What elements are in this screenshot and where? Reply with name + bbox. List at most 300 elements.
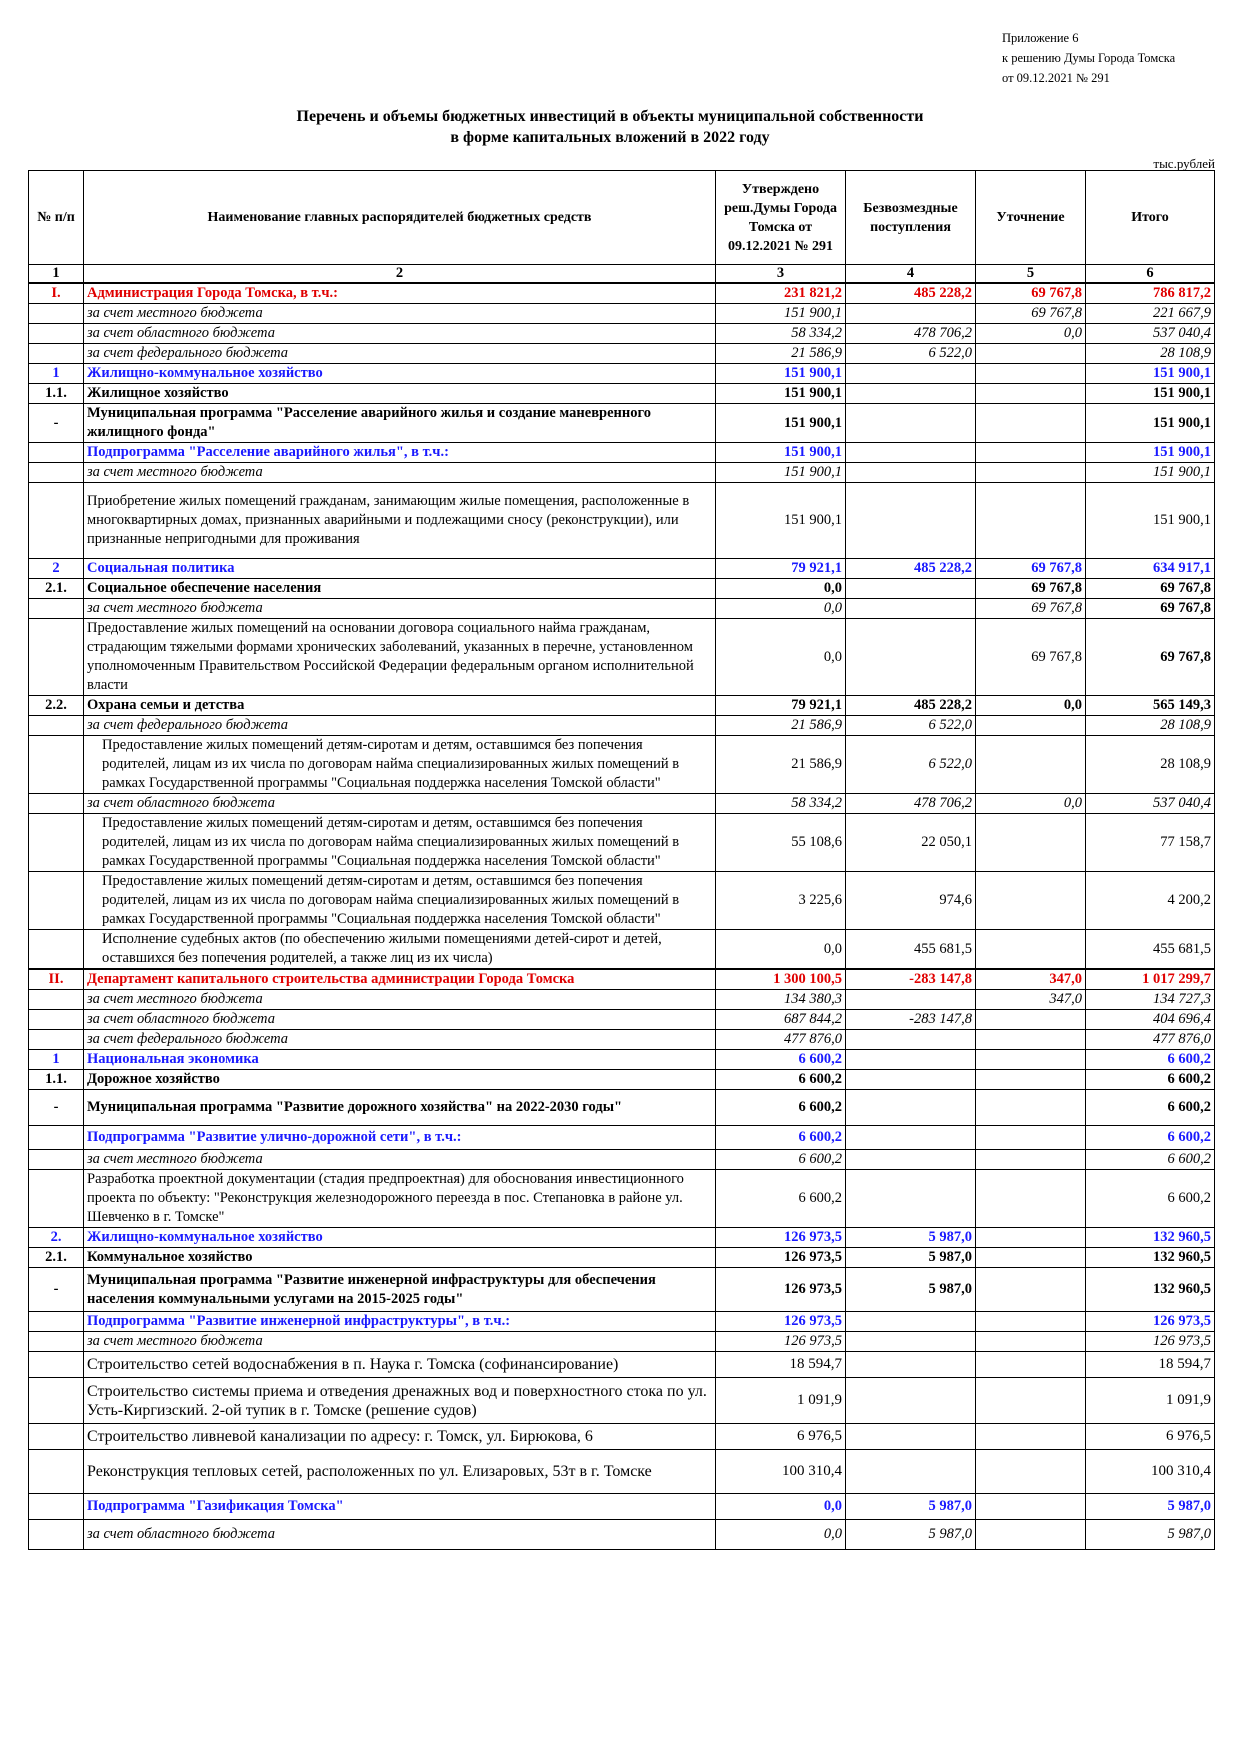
grants-value (846, 1070, 976, 1090)
grants-value (846, 1352, 976, 1378)
approved-value: 6 600,2 (716, 1150, 846, 1170)
row-number (29, 483, 84, 559)
table-row (29, 1424, 1215, 1450)
row-name: за счет федерального бюджета (84, 344, 716, 364)
grants-value (846, 304, 976, 324)
table-row (29, 1170, 1215, 1228)
row-number: - (29, 1268, 84, 1312)
total-value: 134 727,3 (1086, 990, 1215, 1010)
grants-value: -283 147,8 (846, 969, 976, 990)
total-value: 151 900,1 (1086, 483, 1215, 559)
total-value: 6 600,2 (1086, 1050, 1215, 1070)
total-value: 6 600,2 (1086, 1090, 1215, 1126)
adjustment-value: 0,0 (976, 324, 1086, 344)
total-value: 151 900,1 (1086, 384, 1215, 404)
total-value: 77 158,7 (1086, 814, 1215, 872)
row-number (29, 599, 84, 619)
grants-value: 5 987,0 (846, 1494, 976, 1520)
total-value: 477 876,0 (1086, 1030, 1215, 1050)
row-number (29, 1170, 84, 1228)
row-number: I. (29, 283, 84, 304)
row-number: 1 (29, 1050, 84, 1070)
row-name: за счет местного бюджета (84, 304, 716, 324)
row-name: Муниципальная программа "Расселение аварийного жилья и создание маневренного жилищного фонда" (84, 404, 716, 443)
column-number: 5 (976, 265, 1086, 284)
approved-value: 0,0 (716, 1520, 846, 1550)
appendix-line: Приложение 6 (1002, 31, 1079, 45)
row-number (29, 990, 84, 1010)
row-number: 2.1. (29, 1248, 84, 1268)
approved-value: 55 108,6 (716, 814, 846, 872)
title-line: в форме капитальных вложений в 2022 году (450, 129, 770, 146)
table-row (29, 794, 1215, 814)
total-value: 28 108,9 (1086, 344, 1215, 364)
approved-value: 3 225,6 (716, 872, 846, 930)
row-name: Жилищно-коммунальное хозяйство (84, 364, 716, 384)
total-value: 455 681,5 (1086, 930, 1215, 970)
adjustment-value (976, 344, 1086, 364)
row-number: 2. (29, 1228, 84, 1248)
table-row (29, 1268, 1215, 1312)
approved-value: 58 334,2 (716, 794, 846, 814)
adjustment-value: 0,0 (976, 696, 1086, 716)
table-row (29, 1010, 1215, 1030)
column-number: 2 (84, 265, 716, 284)
total-value: 5 987,0 (1086, 1520, 1215, 1550)
grants-value (846, 1170, 976, 1228)
table-row (29, 1050, 1215, 1070)
grants-value: 6 522,0 (846, 736, 976, 794)
table-row (29, 304, 1215, 324)
adjustment-value (976, 463, 1086, 483)
row-name: Строительство системы приема и отведения дренажных вод и поверхностного стока по ул. Усть-Киргизский. 2-ой тупик в г. Томске (решение судов) (84, 1378, 716, 1424)
row-number: 1.1. (29, 384, 84, 404)
approved-value: 0,0 (716, 619, 846, 696)
grants-value (846, 384, 976, 404)
table-row (29, 1150, 1215, 1170)
header-cell: Утверждено реш.Думы Города Томска от 09.12.2021 № 291 (716, 171, 846, 265)
approved-value: 6 600,2 (716, 1126, 846, 1150)
approved-value: 477 876,0 (716, 1030, 846, 1050)
table-row (29, 1228, 1215, 1248)
row-number (29, 1332, 84, 1352)
approved-value: 151 900,1 (716, 463, 846, 483)
grants-value (846, 1090, 976, 1126)
total-value: 151 900,1 (1086, 443, 1215, 463)
row-name: Реконструкция тепловых сетей, расположенных по ул. Елизаровых, 53т в г. Томске (84, 1450, 716, 1494)
row-name: Подпрограмма "Расселение аварийного жилья", в т.ч.: (84, 443, 716, 463)
row-name: Муниципальная программа "Развитие дорожного хозяйства" на 2022-2030 годы" (84, 1090, 716, 1126)
table-row (29, 324, 1215, 344)
document-title (60, 106, 1160, 148)
grants-value (846, 483, 976, 559)
row-number: 2.2. (29, 696, 84, 716)
table-row (29, 344, 1215, 364)
table-row (29, 283, 1215, 304)
title-line: Перечень и объемы бюджетных инвестиций в объекты муниципальной собственности (296, 108, 924, 125)
row-number: - (29, 1090, 84, 1126)
table-row (29, 696, 1215, 716)
table-row (29, 1126, 1215, 1150)
total-value: 786 817,2 (1086, 283, 1215, 304)
grants-value (846, 1150, 976, 1170)
row-number (29, 619, 84, 696)
total-value: 132 960,5 (1086, 1228, 1215, 1248)
adjustment-value (976, 1170, 1086, 1228)
adjustment-value: 347,0 (976, 990, 1086, 1010)
row-number (29, 930, 84, 970)
table-row (29, 404, 1215, 443)
grants-value (846, 1050, 976, 1070)
row-number (29, 1450, 84, 1494)
approved-value: 151 900,1 (716, 483, 846, 559)
row-number (29, 443, 84, 463)
row-name: за счет местного бюджета (84, 1150, 716, 1170)
total-value: 6 976,5 (1086, 1424, 1215, 1450)
table-row (29, 872, 1215, 930)
grants-value: 5 987,0 (846, 1268, 976, 1312)
adjustment-value (976, 1126, 1086, 1150)
row-name: Администрация Города Томска, в т.ч.: (84, 283, 716, 304)
row-name: Подпрограмма "Газификация Томска" (84, 1494, 716, 1520)
adjustment-value (976, 1150, 1086, 1170)
total-value: 565 149,3 (1086, 696, 1215, 716)
total-value: 1 091,9 (1086, 1378, 1215, 1424)
grants-value (846, 1332, 976, 1352)
row-number (29, 1010, 84, 1030)
grants-value (846, 990, 976, 1010)
approved-value: 18 594,7 (716, 1352, 846, 1378)
grants-value: 5 987,0 (846, 1228, 976, 1248)
total-value: 100 310,4 (1086, 1450, 1215, 1494)
total-value: 69 767,8 (1086, 579, 1215, 599)
header-row (29, 171, 1215, 265)
total-value: 151 900,1 (1086, 404, 1215, 443)
table-row (29, 1352, 1215, 1378)
table-row (29, 443, 1215, 463)
total-value: 28 108,9 (1086, 736, 1215, 794)
row-number (29, 1312, 84, 1332)
adjustment-value: 69 767,8 (976, 619, 1086, 696)
row-number (29, 1150, 84, 1170)
grants-value: 974,6 (846, 872, 976, 930)
total-value: 132 960,5 (1086, 1248, 1215, 1268)
table-row (29, 619, 1215, 696)
approved-value: 126 973,5 (716, 1312, 846, 1332)
grants-value: 6 522,0 (846, 344, 976, 364)
adjustment-value (976, 1424, 1086, 1450)
adjustment-value (976, 443, 1086, 463)
adjustment-value: 69 767,8 (976, 559, 1086, 579)
row-number (29, 1424, 84, 1450)
appendix-note (1002, 28, 1175, 88)
header-cell: Итого (1086, 171, 1215, 265)
approved-value: 151 900,1 (716, 364, 846, 384)
adjustment-value (976, 1494, 1086, 1520)
total-value: 28 108,9 (1086, 716, 1215, 736)
adjustment-value (976, 483, 1086, 559)
column-number: 6 (1086, 265, 1215, 284)
total-value: 1 017 299,7 (1086, 969, 1215, 990)
adjustment-value (976, 384, 1086, 404)
total-value: 132 960,5 (1086, 1268, 1215, 1312)
grants-value (846, 599, 976, 619)
approved-value: 126 973,5 (716, 1228, 846, 1248)
grants-value (846, 443, 976, 463)
row-number (29, 1494, 84, 1520)
table-row (29, 1070, 1215, 1090)
approved-value: 79 921,1 (716, 559, 846, 579)
total-value: 537 040,4 (1086, 794, 1215, 814)
table-row (29, 364, 1215, 384)
row-number (29, 794, 84, 814)
adjustment-value (976, 404, 1086, 443)
row-name: Предоставление жилых помещений на основании договора социального найма гражданам, страдающим тяжелыми формами хронических заболеваний, указанных в перечне, установленном уполномоченным Правительством Российской Федерации федеральным органом исполнительной власти (84, 619, 716, 696)
table-row (29, 1248, 1215, 1268)
table-row (29, 1312, 1215, 1332)
grants-value: 22 050,1 (846, 814, 976, 872)
row-number (29, 1520, 84, 1550)
grants-value (846, 1424, 976, 1450)
row-name: Строительство сетей водоснабжения в п. Наука г. Томска (софинансирование) (84, 1352, 716, 1378)
adjustment-value (976, 1520, 1086, 1550)
grants-value (846, 1030, 976, 1050)
grants-value (846, 1312, 976, 1332)
row-number: 1 (29, 364, 84, 384)
investment-table (28, 170, 1215, 1550)
row-number: 1.1. (29, 1070, 84, 1090)
row-number (29, 304, 84, 324)
grants-value (846, 1378, 976, 1424)
row-number: - (29, 404, 84, 443)
row-name: Подпрограмма "Развитие инженерной инфраструктуры", в т.ч.: (84, 1312, 716, 1332)
header-cell: № п/п (29, 171, 84, 265)
row-name: за счет местного бюджета (84, 463, 716, 483)
grants-value (846, 579, 976, 599)
row-name: за счет федерального бюджета (84, 1030, 716, 1050)
row-name: Исполнение судебных актов (по обеспечению жилыми помещениями детей-сирот и детей, оставшихся без попечения родителей, а также лиц из их числа) (84, 930, 716, 970)
row-name: Охрана семьи и детства (84, 696, 716, 716)
adjustment-value (976, 1378, 1086, 1424)
total-value: 151 900,1 (1086, 364, 1215, 384)
approved-value: 0,0 (716, 579, 846, 599)
row-name: Жилищно-коммунальное хозяйство (84, 1228, 716, 1248)
approved-value: 58 334,2 (716, 324, 846, 344)
approved-value: 151 900,1 (716, 443, 846, 463)
grants-value (846, 619, 976, 696)
approved-value: 21 586,9 (716, 736, 846, 794)
approved-value: 151 900,1 (716, 304, 846, 324)
total-value: 126 973,5 (1086, 1312, 1215, 1332)
row-number (29, 872, 84, 930)
total-value: 18 594,7 (1086, 1352, 1215, 1378)
table-row (29, 599, 1215, 619)
total-value: 6 600,2 (1086, 1070, 1215, 1090)
table-row (29, 1332, 1215, 1352)
approved-value: 79 921,1 (716, 696, 846, 716)
row-name: Дорожное хозяйство (84, 1070, 716, 1090)
total-value: 4 200,2 (1086, 872, 1215, 930)
row-name: за счет федерального бюджета (84, 716, 716, 736)
row-number (29, 1352, 84, 1378)
approved-value: 0,0 (716, 930, 846, 970)
adjustment-value (976, 1030, 1086, 1050)
grants-value: 478 706,2 (846, 794, 976, 814)
row-number (29, 1126, 84, 1150)
column-number: 4 (846, 265, 976, 284)
grants-value (846, 463, 976, 483)
grants-value: 455 681,5 (846, 930, 976, 970)
grants-value: -283 147,8 (846, 1010, 976, 1030)
row-name: за счет местного бюджета (84, 599, 716, 619)
row-number: 2.1. (29, 579, 84, 599)
total-value: 69 767,8 (1086, 599, 1215, 619)
table-row (29, 990, 1215, 1010)
adjustment-value (976, 1228, 1086, 1248)
approved-value: 151 900,1 (716, 404, 846, 443)
row-name: Строительство ливневой канализации по адресу: г. Томск, ул. Бирюкова, 6 (84, 1424, 716, 1450)
grants-value: 5 987,0 (846, 1248, 976, 1268)
adjustment-value (976, 1010, 1086, 1030)
table-row (29, 1090, 1215, 1126)
adjustment-value: 69 767,8 (976, 599, 1086, 619)
column-number: 1 (29, 265, 84, 284)
row-name: за счет областного бюджета (84, 794, 716, 814)
adjustment-value (976, 716, 1086, 736)
approved-value: 1 091,9 (716, 1378, 846, 1424)
row-name: за счет областного бюджета (84, 1520, 716, 1550)
row-name: Предоставление жилых помещений детям-сиротам и детям, оставшимся без попечения родителей, лицам из их числа по договорам найма специализированных жилых помещений в рамках Государственной программы "Социальная поддержка населения Томской области" (84, 814, 716, 872)
adjustment-value (976, 1090, 1086, 1126)
row-name: Предоставление жилых помещений детям-сиротам и детям, оставшимся без попечения родителей, лицам из их числа по договорам найма специализированных жилых помещений в рамках Государственной программы "Социальная поддержка населения Томской области" (84, 736, 716, 794)
approved-value: 126 973,5 (716, 1248, 846, 1268)
row-number (29, 814, 84, 872)
table-row (29, 1030, 1215, 1050)
row-number (29, 736, 84, 794)
row-number (29, 344, 84, 364)
table-row (29, 736, 1215, 794)
adjustment-value (976, 736, 1086, 794)
unit-label: тыс.рублей (1153, 156, 1215, 171)
total-value: 404 696,4 (1086, 1010, 1215, 1030)
table-row (29, 1450, 1215, 1494)
approved-value: 6 600,2 (716, 1090, 846, 1126)
row-name: Приобретение жилых помещений гражданам, занимающим жилые помещения, расположенные в многоквартирных домах, признанных аварийными и подлежащими сносу (реконструкции), или признанные непригодными для проживания (84, 483, 716, 559)
row-name: Коммунальное хозяйство (84, 1248, 716, 1268)
total-value: 5 987,0 (1086, 1494, 1215, 1520)
table-row (29, 716, 1215, 736)
total-value: 126 973,5 (1086, 1332, 1215, 1352)
total-value: 634 917,1 (1086, 559, 1215, 579)
total-value: 69 767,8 (1086, 619, 1215, 696)
row-name: за счет областного бюджета (84, 1010, 716, 1030)
row-number (29, 1030, 84, 1050)
grants-value: 485 228,2 (846, 696, 976, 716)
approved-value: 126 973,5 (716, 1268, 846, 1312)
grants-value (846, 1450, 976, 1494)
approved-value: 0,0 (716, 599, 846, 619)
approved-value: 126 973,5 (716, 1332, 846, 1352)
adjustment-value (976, 814, 1086, 872)
total-value: 6 600,2 (1086, 1170, 1215, 1228)
table-row (29, 814, 1215, 872)
adjustment-value: 69 767,8 (976, 283, 1086, 304)
row-name: Жилищное хозяйство (84, 384, 716, 404)
adjustment-value (976, 1312, 1086, 1332)
table-row (29, 463, 1215, 483)
row-name: Предоставление жилых помещений детям-сиротам и детям, оставшимся без попечения родителей, лицам из их числа по договорам найма специализированных жилых помещений в рамках Государственной программы "Социальная поддержка населения Томской области" (84, 872, 716, 930)
total-value: 537 040,4 (1086, 324, 1215, 344)
row-name: Социальная политика (84, 559, 716, 579)
row-name: за счет местного бюджета (84, 1332, 716, 1352)
grants-value: 6 522,0 (846, 716, 976, 736)
row-name: Подпрограмма "Развитие улично-дорожной сети", в т.ч.: (84, 1126, 716, 1150)
approved-value: 100 310,4 (716, 1450, 846, 1494)
approved-value: 6 600,2 (716, 1050, 846, 1070)
adjustment-value: 347,0 (976, 969, 1086, 990)
total-value: 6 600,2 (1086, 1150, 1215, 1170)
adjustment-value (976, 872, 1086, 930)
header-cell: Уточнение (976, 171, 1086, 265)
table-row (29, 559, 1215, 579)
adjustment-value (976, 1050, 1086, 1070)
approved-value: 231 821,2 (716, 283, 846, 304)
total-value: 151 900,1 (1086, 463, 1215, 483)
row-number: II. (29, 969, 84, 990)
adjustment-value: 69 767,8 (976, 579, 1086, 599)
row-name: Национальная экономика (84, 1050, 716, 1070)
approved-value: 6 600,2 (716, 1070, 846, 1090)
row-number (29, 324, 84, 344)
adjustment-value (976, 1450, 1086, 1494)
appendix-line: к решению Думы Города Томска (1002, 51, 1176, 65)
table-row (29, 1494, 1215, 1520)
row-name: за счет областного бюджета (84, 324, 716, 344)
grants-value (846, 1126, 976, 1150)
adjustment-value (976, 930, 1086, 970)
table-row (29, 1520, 1215, 1550)
row-number (29, 716, 84, 736)
adjustment-value (976, 364, 1086, 384)
header-cell: Безвозмездные поступления (846, 171, 976, 265)
row-name: за счет местного бюджета (84, 990, 716, 1010)
approved-value: 0,0 (716, 1494, 846, 1520)
table-row (29, 384, 1215, 404)
table-row (29, 483, 1215, 559)
row-name: Департамент капитального строительства администрации Города Томска (84, 969, 716, 990)
approved-value: 1 300 100,5 (716, 969, 846, 990)
adjustment-value (976, 1268, 1086, 1312)
adjustment-value (976, 1070, 1086, 1090)
row-number (29, 463, 84, 483)
grants-value: 485 228,2 (846, 283, 976, 304)
approved-value: 6 976,5 (716, 1424, 846, 1450)
table-row (29, 969, 1215, 990)
row-number (29, 1378, 84, 1424)
approved-value: 21 586,9 (716, 344, 846, 364)
row-name: Разработка проектной документации (стадия предпроектная) для обоснования инвестиционного проекта по объекту: "Реконструкция железнодорожного переезда в пос. Степановка в районе ул. Шевченко в г. Томске" (84, 1170, 716, 1228)
grants-value (846, 404, 976, 443)
total-value: 221 667,9 (1086, 304, 1215, 324)
adjustment-value: 0,0 (976, 794, 1086, 814)
column-number-row (29, 265, 1215, 284)
grants-value: 485 228,2 (846, 559, 976, 579)
approved-value: 687 844,2 (716, 1010, 846, 1030)
column-number: 3 (716, 265, 846, 284)
row-name: Социальное обеспечение населения (84, 579, 716, 599)
grants-value: 478 706,2 (846, 324, 976, 344)
grants-value: 5 987,0 (846, 1520, 976, 1550)
